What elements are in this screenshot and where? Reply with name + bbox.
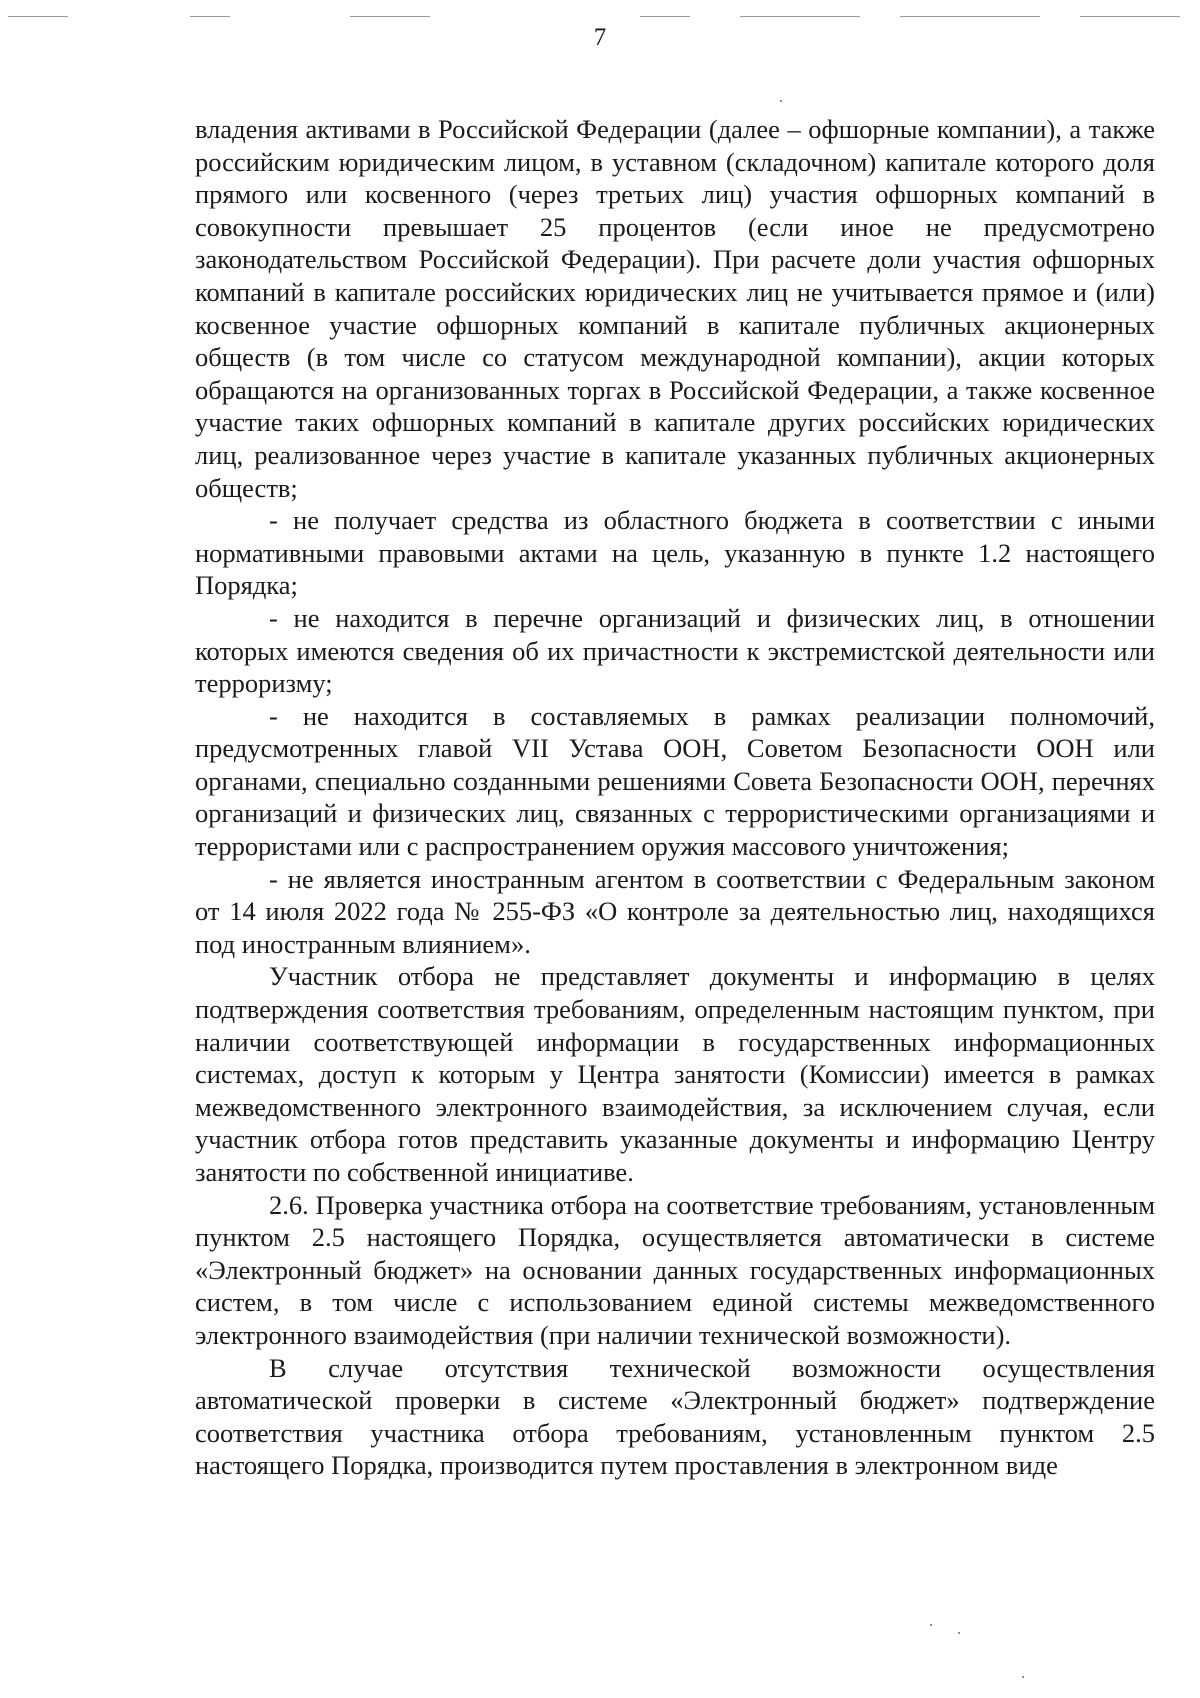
paragraph-foreign-agent: - не является иностранным агентом в соответствии с Федеральным законом от 14 июля 2022 года № 255-ФЗ «О контроле за деятельностью лиц, находящихся под иностранным влиянием».	[195, 863, 1155, 959]
paragraph-no-technical-capability: В случае отсутствия технической возможности осуществления автоматической проверки в системе «Электронный бюджет» подтверждение соответствия участника отбора требованиям, установленным пунктом 2.5 настоящего Порядка, производится путем проставления в электронном виде	[195, 1352, 1155, 1481]
scan-artifact	[190, 16, 230, 17]
scan-artifact	[958, 1632, 960, 1634]
scan-artifact	[1022, 1676, 1024, 1678]
paragraph-un-sanctions-list: - не находится в составляемых в рамках реализации полномочий, предусмотренных главой VII Устава ООН, Советом Безопасности ООН или органами, специально созданными решениями Совета Безопасности ООН, перечнях организаций и физических лиц, связанных с террористическими организациями и террористами или с распространением оружия массового уничтожения;	[195, 700, 1155, 862]
scan-artifact	[930, 1624, 932, 1626]
scan-artifact	[350, 16, 430, 17]
scan-artifact	[900, 16, 1040, 17]
document-body	[195, 113, 1155, 1482]
scan-artifact	[780, 100, 782, 102]
scan-artifact	[1080, 16, 1180, 17]
paragraph-section-2-6: 2.6. Проверка участника отбора на соответствие требованиям, установленным пунктом 2.5 настоящего Порядка, осуществляется автоматически в системе «Электронный бюджет» на основании данных государственных информационных систем, в том числе с использованием единой системы межведомственного электронного взаимодействия (при наличии технической возможности).	[195, 1189, 1155, 1350]
paragraph-extremism-list: - не находится в перечне организаций и физических лиц, в отношении которых имеются сведения об их причастности к экстремистской деятельности или терроризму;	[195, 602, 1155, 699]
scan-artifact	[740, 16, 860, 17]
scan-artifact	[640, 16, 690, 17]
page-number: 7	[593, 24, 607, 51]
paragraph-offshore-companies: владения активами в Российской Федерации (далее – офшорные компании), а также российским юридическим лицом, в уставном (складочном) капитале которого доля прямого или косвенного (через третьих лиц) участия офшорных компаний в совокупности превышает 25 процентов (если иное не предусмотрено законодательством Российской Федерации). При расчете доли участия офшорных компаний в капитале российских юридических лиц не учитывается прямое и (или) косвенное участие офшорных компаний в капитале публичных акционерных обществ (в том числе со статусом международной компании), акции которых обращаются на организованных торгах в Российской Федерации, а также косвенное участие таких офшорных компаний в капитале других российских юридических лиц, реализованное через участие в капитале указанных публичных акционерных обществ;	[195, 114, 1155, 503]
paragraph-documents-not-required: Участник отбора не представляет документы и информацию в целях подтверждения соответствия требованиям, определенным настоящим пунктом, при наличии соответствующей информации в государственных информационных системах, доступ к которым у Центра занятости (Комиссии) имеется в рамках межведомственного электронного взаимодействия, за исключением случая, если участник отбора готов представить указанные документы и информацию Центру занятости по собственной инициативе.	[195, 961, 1155, 1187]
scan-artifact	[8, 16, 68, 17]
paragraph-regional-budget: - не получает средства из областного бюджета в соответствии с иными нормативными правовыми актами на цель, указанную в пункте 1.2 настоящего Порядка;	[195, 505, 1155, 601]
